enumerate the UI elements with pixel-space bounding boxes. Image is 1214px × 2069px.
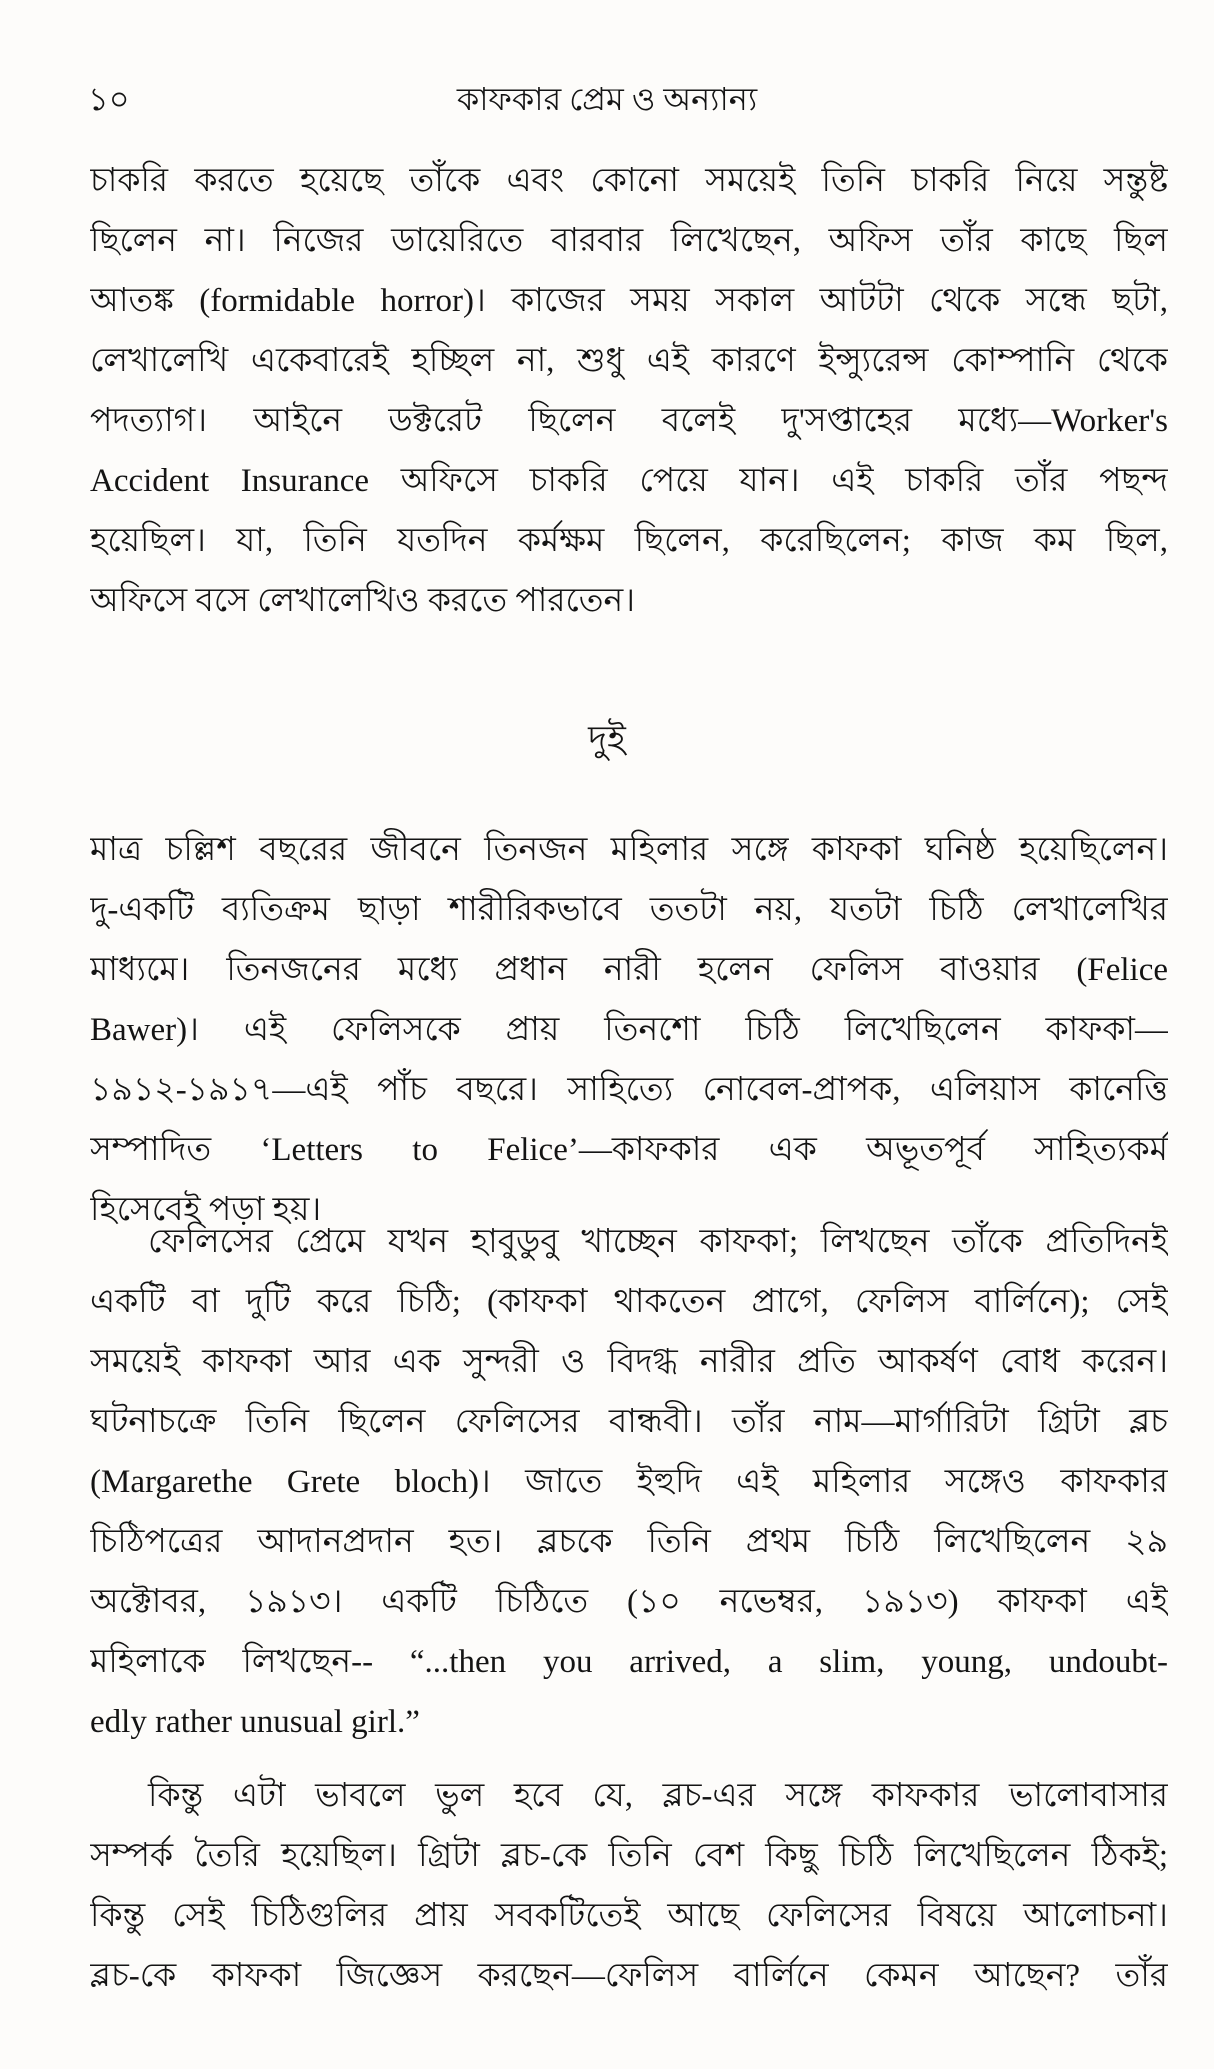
- text-line: Accident Insurance অফিসে চাকরি পেয়ে যান। এই চাকরি তাঁর পছন্দ: [90, 463, 1168, 499]
- text-line: লেখালেখি একেবারেই হচ্ছিল না, শুধু এই কারণে ইন্স্যুরেন্স কোম্পানি থেকে: [90, 343, 1168, 379]
- text-line: চাকরি করতে হয়েছে তাঁকে এবং কোনো সময়েই তিনি চাকরি নিয়ে সন্তুষ্ট: [90, 163, 1168, 199]
- text-line: মাধ্যমে। তিনজনের মধ্যে প্রধান নারী হলেন ফেলিস বাওয়ার (Felice: [90, 952, 1168, 988]
- text-line: ঘটনাচক্রে তিনি ছিলেন ফেলিসের বান্ধবী। তাঁর নাম—মার্গারিটা গ্রিটা ব্লচ: [90, 1404, 1168, 1440]
- text-line: ছিলেন না। নিজের ডায়েরিতে বারবার লিখেছেন, অফিস তাঁর কাছে ছিল: [90, 223, 1168, 259]
- text-line: চিঠিপত্রের আদানপ্রদান হত। ব্লচকে তিনি প্রথম চিঠি লিখেছিলেন ২৯: [90, 1524, 1168, 1560]
- paragraph-2: [90, 820, 1168, 1240]
- text-line: সময়েই কাফকা আর এক সুন্দরী ও বিদগ্ধ নারীর প্রতি আকর্ষণ বোধ করেন।: [90, 1344, 1168, 1380]
- text-line: Bawer)। এই ফেলিসকে প্রায় তিনশো চিঠি লিখেছিলেন কাফকা—: [90, 1012, 1168, 1048]
- paragraph-1: [90, 151, 1168, 631]
- text-line: হিসেবেই পড়া হয়।: [90, 1192, 322, 1228]
- text-line: অক্টোবর, ১৯১৩। একটি চিঠিতে (১০ নভেম্বর, ১৯১৩) কাফকা এই: [90, 1584, 1168, 1620]
- page-number: ১০: [88, 81, 130, 117]
- paragraph-4: [90, 1766, 1168, 2006]
- running-title: কাফকার প্রেম ও অন্যান্য: [456, 81, 758, 117]
- text-line: সম্পর্ক তৈরি হয়েছিল। গ্রিটা ব্লচ-কে তিনি বেশ কিছু চিঠি লিখেছিলেন ঠিকই;: [90, 1838, 1168, 1874]
- text-line: কিন্তু সেই চিঠিগুলির প্রায় সবকটিতেই আছে ফেলিসের বিষয়ে আলোচনা।: [90, 1898, 1168, 1934]
- text-line: একটি বা দুটি করে চিঠি; (কাফকা থাকতেন প্রাগে, ফেলিস বার্লিনে); সেই: [90, 1284, 1168, 1320]
- text-line: সম্পাদিত ‘Letters to Felice’—কাফকার এক অভূতপূর্ব সাহিত্যকর্ম: [90, 1132, 1168, 1168]
- text-line: হয়েছিল। যা, তিনি যতদিন কর্মক্ষম ছিলেন, করেছিলেন; কাজ কম ছিল,: [90, 523, 1168, 559]
- text-line: অফিসে বসে লেখালেখিও করতে পারতেন।: [90, 583, 635, 619]
- text-line: আতঙ্ক (formidable horror)। কাজের সময় সকাল আটটা থেকে সন্ধে ছটা,: [90, 283, 1168, 319]
- text-line: ব্লচ-কে কাফকা জিজ্ঞেস করছেন—ফেলিস বার্লিনে কেমন আছেন? তাঁর: [90, 1958, 1168, 1994]
- text-line: কিন্তু এটা ভাবলে ভুল হবে যে, ব্লচ-এর সঙ্গে কাফকার ভালোবাসার: [148, 1778, 1168, 1814]
- section-heading: দুই: [588, 719, 626, 759]
- text-line: মাত্র চল্লিশ বছরের জীবনে তিনজন মহিলার সঙ্গে কাফকা ঘনিষ্ঠ হয়েছিলেন।: [90, 832, 1168, 868]
- text-line: মহিলাকে লিখছেন-- “...then you arrived, a slim, young, undoubt-: [90, 1644, 1168, 1680]
- text-line: ফেলিসের প্রেমে যখন হাবুডুবু খাচ্ছেন কাফকা; লিখছেন তাঁকে প্রতিদিনই: [148, 1224, 1168, 1260]
- text-line: দু-একটি ব্যতিক্রম ছাড়া শারীরিকভাবে ততটা নয়, যতটা চিঠি লেখালেখির: [90, 892, 1168, 928]
- text-line: পদত্যাগ। আইনে ডক্টরেট ছিলেন বলেই দু'সপ্তাহের মধ্যে—Worker's: [90, 403, 1168, 439]
- text-line: edly rather unusual girl.”: [90, 1704, 420, 1740]
- text-line: (Margarethe Grete bloch)। জাতে ইহুদি এই মহিলার সঙ্গেও কাফকার: [90, 1464, 1168, 1500]
- text-line: ১৯১২-১৯১৭—এই পাঁচ বছরে। সাহিত্যে নোবেল-প্রাপক, এলিয়াস কানেত্তি: [90, 1072, 1168, 1108]
- paragraph-3: [90, 1212, 1168, 1752]
